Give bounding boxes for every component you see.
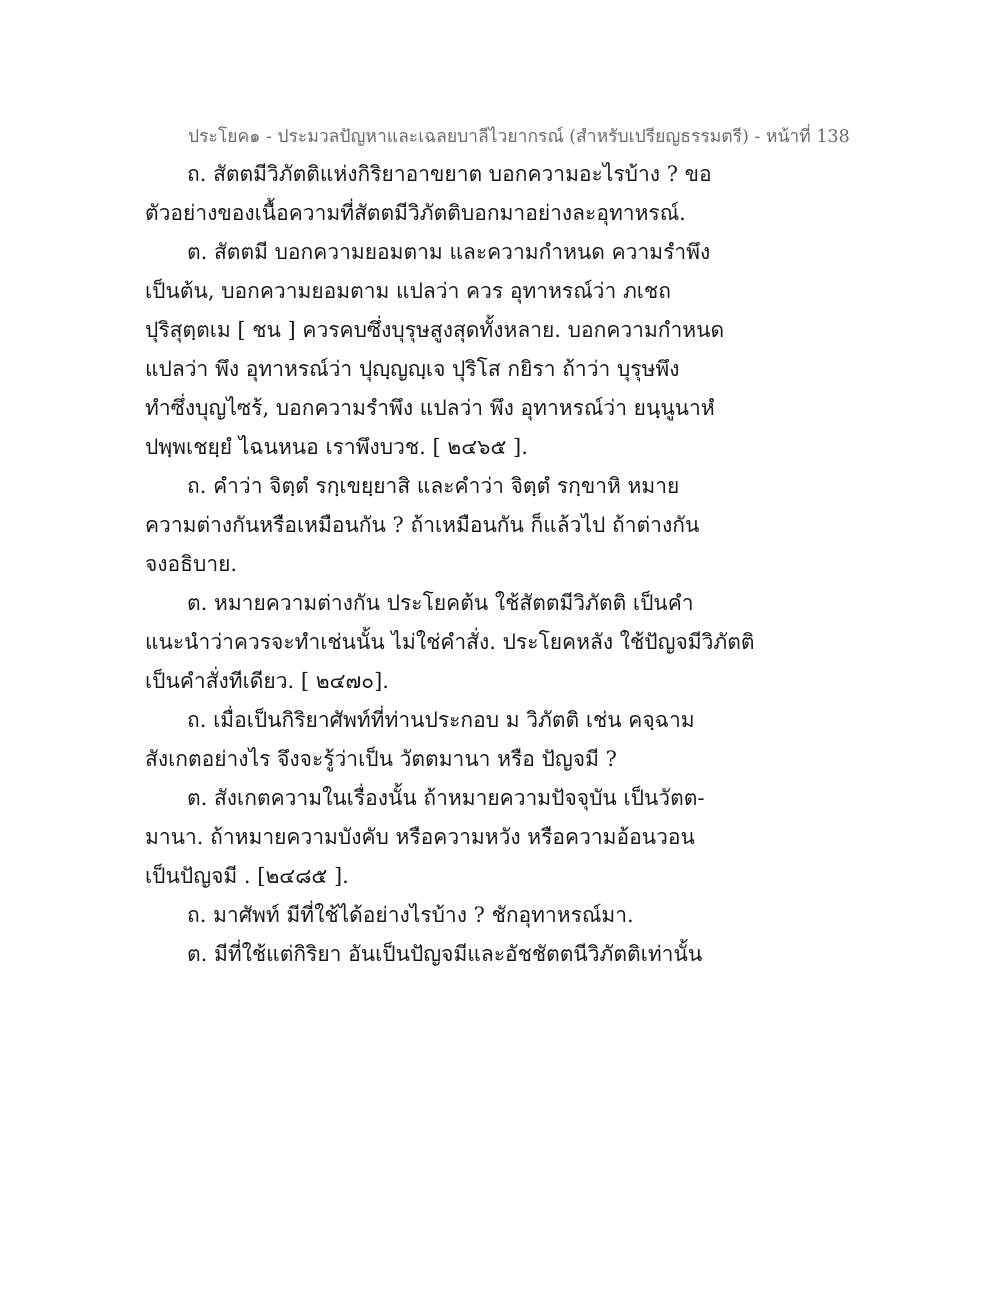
text-line: มานา. ถ้าหมายความบังคับ หรือความหวัง หรือความอ้อนวอน — [145, 825, 695, 849]
text-line: ถ. มาศัพท์ มีที่ใช้ได้อย่างไรบ้าง ? ชักอุทาหรณ์มา. — [187, 903, 634, 927]
text-line: ต. หมายความต่างกัน ประโยคต้น ใช้สัตตมีวิภัตติ เป็นคำ — [187, 591, 694, 615]
text-line: ถ. เมื่อเป็นกิริยาศัพท์ที่ท่านประกอบ ม วิภัตติ เช่น คจฺฉาม — [187, 708, 695, 732]
text-line: แนะนำว่าควรจะทำเช่นนั้น ไม่ใช่คำสั่ง. ประโยคหลัง ใช้ปัญจมีวิภัตติ — [145, 630, 755, 654]
text-line: เป็นคำสั่งทีเดียว. [ ๒๔๗๐]. — [145, 669, 389, 693]
text-line: ปุริสุตฺตเม [ ชน ] ควรคบซึ่งบุรุษสูงสุดทั้งหลาย. บอกความกำหนด — [145, 318, 725, 342]
text-line: ต. มีที่ใช้แต่กิริยา อันเป็นปัญจมีและอัชชัตตนีวิภัตติเท่านั้น — [187, 942, 703, 966]
text-line: จงอธิบาย. — [145, 552, 238, 576]
document-body — [145, 155, 865, 974]
text-line: ต. สังเกตความในเรื่องนั้น ถ้าหมายความปัจจุบัน เป็นวัตต- — [187, 786, 705, 810]
text-line: ต. สัตตมี บอกความยอมตาม และความกำหนด ความรำพึง — [187, 240, 711, 264]
text-line: ทำซึ่งบุญไซร้, บอกความรำพึง แปลว่า พึง อุทาหรณ์ว่า ยนฺนูนาหํ — [145, 396, 715, 420]
text-line: แปลว่า พึง อุทาหรณ์ว่า ปุญฺญญฺเจ ปุริโส กยิรา ถ้าว่า บุรุษพึง — [145, 357, 680, 381]
text-line: สังเกตอย่างไร จึงจะรู้ว่าเป็น วัตตมานา หรือ ปัญจมี ? — [145, 747, 617, 771]
text-line: ตัวอย่างของเนื้อความที่สัตตมีวิภัตติบอกมาอย่างละอุทาหรณ์. — [145, 201, 686, 225]
text-line: เป็นปัญจมี . [๒๔๘๕ ]. — [145, 864, 349, 888]
text-line: ความต่างกันหรือเหมือนกัน ? ถ้าเหมือนกัน ก็แล้วไป ถ้าต่างกัน — [145, 513, 700, 537]
page-header: ประโยค๑ - ประมวลปัญหาและเฉลยบาลีไวยากรณ์ (สำหรับเปรียญธรรมตรี) - หน้าที่ 138 — [188, 127, 850, 147]
text-line: ถ. สัตตมีวิภัตติแห่งกิริยาอาขยาต บอกความอะไรบ้าง ? ขอ — [187, 162, 712, 186]
text-line: ปพฺพเชยฺยํ ไฉนหนอ เราพึงบวช. [ ๒๔๖๕ ]. — [145, 435, 528, 459]
text-line: เป็นต้น, บอกความยอมตาม แปลว่า ควร อุทาหรณ์ว่า ภเชถ — [145, 279, 671, 303]
text-line: ถ. คำว่า จิตฺตํ รกฺเขยฺยาสิ และคำว่า จิตฺตํ รกฺขาหิ หมาย — [187, 474, 680, 498]
